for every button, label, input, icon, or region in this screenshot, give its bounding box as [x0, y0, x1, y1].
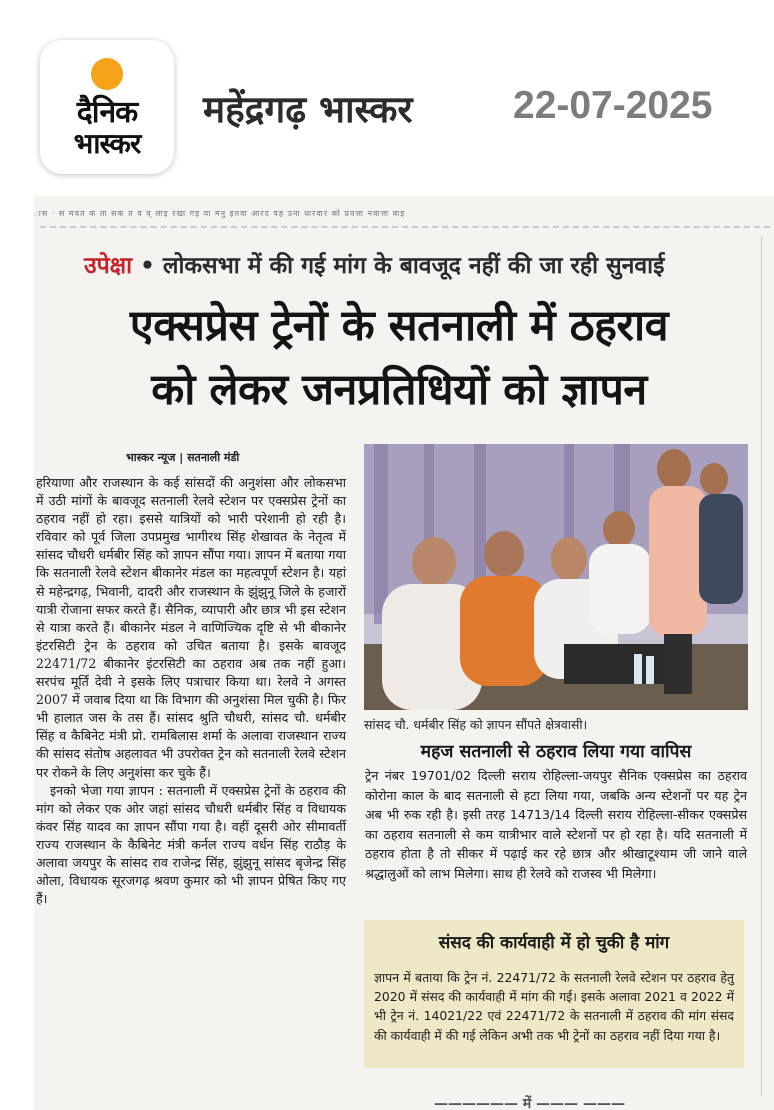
divider [40, 226, 770, 228]
byline: भास्कर न्यूज | सतनाली मंडी [126, 451, 240, 464]
edition-date: 22-07-2025 [513, 84, 713, 127]
logo-line-2: भास्कर [73, 127, 141, 160]
kicker: उपेक्षा • लोकसभा में की गई मांग के बावजूद नहीं की जा रही सुनवाई [84, 253, 665, 279]
byline-source: भास्कर न्यूज [126, 451, 176, 464]
photo-people-meeting [364, 444, 748, 710]
paragraph-2: इनको भेजा गया ज्ञापन : सतनाली में एक्सप्रेस ट्रेनों के ठहराव की मांग को लेकर एक ओर जहां सांसद चौधरी धर्मबीर सिंह व विधायक कंवर सिंह यादव का ज्ञापन सौंपा गया है। वहीं दूसरी ओर सीमावर्ती राज्य राजस्थान के कैबिनेट मंत्री कर्नल राज्य वर्धन सिंह राठौड़ के अलावा जयपुर के सांसद राव राजेन्द्र सिंह, झुंझुनू सांसद बृजेन्द्र सिंह ओला, विधायक सूरजगढ़ श्रवण कुमार को भी ज्ञापन प्रेषित किए गए हैं। [36, 782, 346, 907]
page-header [0, 0, 774, 200]
news-photo [364, 444, 748, 710]
cut-next-article: —————— में ——— ——— [434, 1096, 625, 1110]
logo-line-1: दैनिक [76, 95, 138, 130]
byline-place: सतनाली मंडी [187, 451, 240, 464]
highlight-box [364, 920, 744, 1068]
dainik-bhaskar-logo [40, 40, 174, 174]
sub-article-text: ट्रेन नंबर 19701/02 दिल्ली सराय रोहिल्ला-जयपुर सैनिक एक्सप्रेस का ठहराव कोरोना काल के बाद सतनाली से हटा लिया गया, जबकि अन्य स्टेशनों पर यह ट्रेन अब भी रुक रही है। इसी तरह 14713/14 दिल्ली सराय रोहिल्ला-सीकर एक्सप्रेस का ठहराव सतनाली से कम यात्रीभार वाले स्टेशनों पर हो रहा है। यदि सतनाली में ठहराव होता है तो सीकर में पढ़ाई कर रहे छात्र और श्रीखाटूश्याम जी जाने वाले श्रद्धालुओं को लाभ मिलेगा। साथ ही रेलवे को राजस्व भी मिलेगा। [365, 768, 747, 881]
article-body [36, 474, 346, 908]
box-heading: संसद की कार्यवाही में हो चुकी है मांग [438, 933, 670, 953]
edition-title: महेंद्रगढ़ भास्कर [203, 88, 413, 131]
box-text: ज्ञापन में बताया कि ट्रेन नं. 22471/72 के सतनाली रेलवे स्टेशन पर ठहराव हेतु 2020 में संसद की कार्यवाही में मांग की गई। इसके अलावा 2021 व 2022 में भी ट्रेन नं. 14021/22 एवं 22471/72 के सतनाली में ठहराव की मांग संसद की कार्यवाही में की गई लेकिन अभी तक भी ट्रेनों का ठहराव नहीं दिया गया है। [374, 970, 734, 1043]
adjacent-column-edge [761, 236, 774, 1096]
sub-headline: महज सतनाली से ठहराव लिया गया वापिस [420, 742, 692, 762]
headline-line-2: को लेकर जनप्रतिधियों को ज्ञापन [151, 365, 647, 415]
headline [42, 294, 756, 422]
cut-previous-article: ास · स मवत क ता सक त व व् लाइ रखा गइ या मनु इतवा आरद वह उना धारवार को प्रवत्ता नवात्ता बाइ [34, 209, 406, 218]
kicker-label: उपेक्षा [84, 253, 133, 279]
headline-line-1: एक्सप्रेस ट्रेनों के सतनाली में ठहराव [129, 301, 669, 351]
newspaper-clipping [34, 196, 774, 1110]
photo-caption: सांसद चौ. धर्मबीर सिंह को ज्ञापन सौंपते क्षेत्रवासी। [364, 717, 588, 732]
paragraph-1: हरियाणा और राजस्थान के कई सांसदों की अनुशंसा और लोकसभा में उठी मांगों के बावजूद सतनाली रेलवे स्टेशन पर एक्सप्रेस ट्रेनों का ठहराव नहीं हो रहा। इससे यात्रियों को भारी परेशानी हो रही है। रविवार को पूर्व जिला उपप्रमुख भागीरथ सिंह शेखावत के नेतृत्व में सांसद चौधरी धर्मबीर सिंह को ज्ञापन सौंपा गया। ज्ञापन में बताया गया कि सतनाली रेलवे स्टेशन बीकानेर मंडल का महत्वपूर्ण स्टेशन है। यहां से महेन्द्रगढ़, भिवानी, दादरी और राजस्थान के झुंझुनू जिले के हजारों यात्री रोजाना सफर करते हैं। सैनिक, व्यापारी और छात्र भी इस स्टेशन से यात्रा करते हैं। बीकानेर मंडल ने वाणिज्यिक दृष्टि से भी बीकानेर इंटरसिटी ट्रेन के ठहराव को उचित बताया है। इसके बावजूद 22471/72 बीकानेर इंटरसिटी का ठहराव अब तक नहीं हुआ। सरपंच मूर्ति देवी ने इसके लिए पत्राचार किया था। रेलवे ने अगस्त 2007 में जवाब दिया था कि विभाग की अनुशंसा मिल चुकी है। फिर भी हालात जस के तस हैं। सांसद श्रुति चौधरी, सांसद चौ. धर्मबीर सिंह व कैबिनेट मंत्री प्रो. रामबिलास शर्मा के अलावा राजस्थान राज्य की सांसद संतोष अहलावत भी उपरोक्त ट्रेन को सतनाली रेलवे स्टेशन पर रोकने के लिए अनुशंसा कर चुके हैं। [36, 475, 346, 780]
sun-icon [91, 58, 123, 90]
kicker-text: लोकसभा में की गई मांग के बावजूद नहीं की जा रही सुनवाई [162, 253, 665, 279]
